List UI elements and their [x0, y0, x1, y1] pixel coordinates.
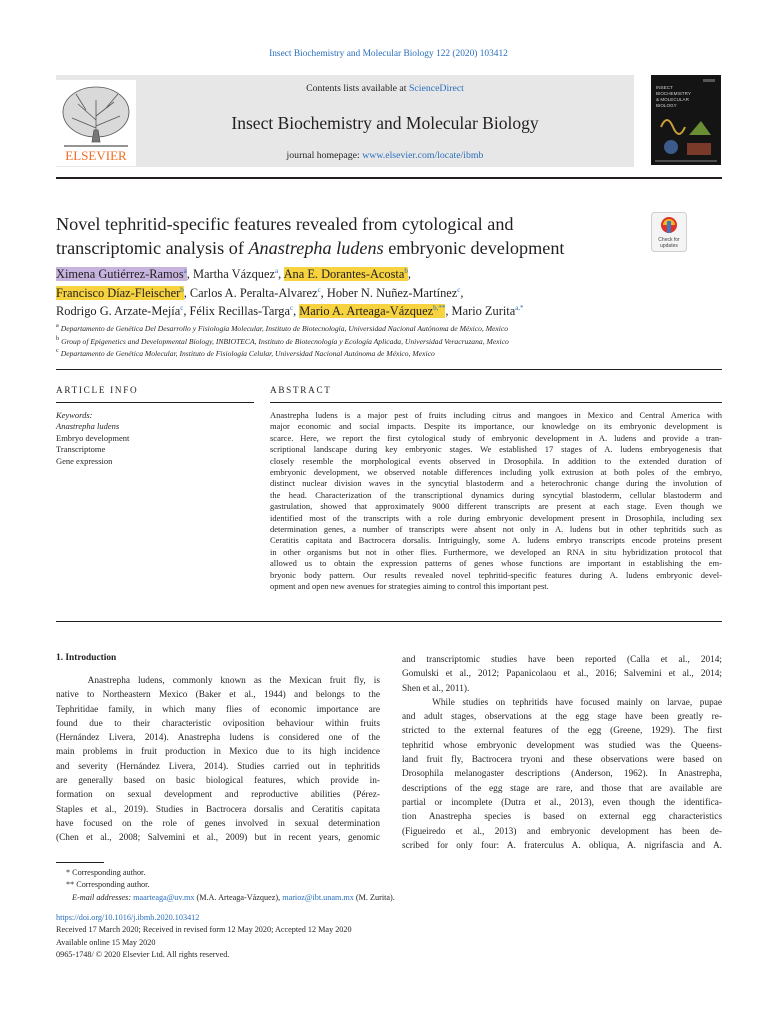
author-recillas-targa[interactable]: Félix Recillas-Targa$^c$: [189, 303, 294, 318]
author-vazquez[interactable]: Martha Vázquez$^a$: [192, 266, 279, 281]
abstract-line: allowed us to obtain the expression patterns of genes whose functions are important in establishing the em-: [270, 558, 722, 569]
available-online: Available online 15 May 2020: [56, 937, 156, 947]
abstract-line: distinct nuclear division waves in the syncytial blastoderm and a heterochronic change during the involution of: [270, 478, 722, 489]
body-line: (Chen et al., 2008; Salvemini et al., 2009) but in recent years, genomic: [56, 833, 380, 844]
body-line: have focused on the role of genes involved in sexual determination: [56, 818, 380, 829]
email-line: E-mail addresses: maarteaga@uv.mx (M.A. Arteaga-Vázquez), marioz@ibt.unam.mx (M. Zurita).: [72, 892, 395, 902]
copyright-line: 0965-1748/ © 2020 Elsevier Ltd. All rights reserved.: [56, 949, 230, 959]
abstract-line: in other organisms but not in other flies. Furthermore, we developed an RNA in situ hybridization protocol that: [270, 546, 722, 557]
abstract-heading: ABSTRACT: [270, 385, 332, 395]
title-line-2-prefix: transcriptomic analysis of: [56, 238, 249, 258]
body-line: scribed for only four: A. fraterculus A. obliqua, A. nigrifascia and A.: [402, 840, 722, 851]
body-line: Tephritidae family, in which many flies of economic importance are: [56, 704, 380, 715]
body-line: descriptions of the egg stage are rare, and those that are available are: [402, 783, 722, 794]
author-arteaga-vazquez[interactable]: Mario A. Arteaga-Vázquez$^{b,**}$: [299, 303, 446, 318]
journal-citation[interactable]: Insect Biochemistry and Molecular Biology 122 (2020) 103412: [269, 49, 508, 59]
affiliations: [56, 323, 722, 361]
journal-homepage-line: [136, 150, 634, 161]
body-line: While studies on tephritids have focused mainly on larvae, pupae: [402, 697, 722, 708]
body-line: land fruit fly, Bactrocera tryoni and these observations were based on: [402, 755, 722, 766]
article-info-heading: ARTICLE INFO: [56, 385, 139, 395]
body-line: Anastrepha ludens, commonly known as the Mexican fruit fly, is: [56, 676, 380, 686]
author-list: Ximena Gutiérrez-Ramos$^a$, Martha Vázquez$^a$, Ana E. Dorantes-Acosta$^b$, Francisco Díaz-Fleischer$^b$, Carlos A. Peralta-Alvarez$^c$, Hober N. Nuñez-Martínez$^c$, Rodrigo G. Arzate-Mejía$^c$, Félix Recillas-Targa$^c$, Mario A. Arteaga-Vázquez$^{b,**}$, Mario Zurita$^{a,*}$: [56, 266, 524, 318]
article-history: [56, 912, 556, 961]
abstract-line: scarce. Here, we report the first cytological study of embryonic development in A. ludens and provide a tran-: [270, 432, 722, 443]
corresponding-author-2: ** Corresponding author.: [66, 880, 150, 890]
email-link-arteaga[interactable]: maarteaga@uv.mx: [133, 892, 195, 902]
body-line: found due to their characteristic oviposition behaviour within fruits: [56, 718, 380, 729]
section-rule: [56, 369, 722, 370]
body-line: and adult stages, observations at the egg stage have been greatly re-: [402, 712, 722, 723]
abstract-line: closely resemble the morphological events observed in Drosophila. In addition to the extended duration of: [270, 455, 722, 466]
article-title: [56, 212, 636, 260]
body-line: tion Anastrepha species is based on external egg characteristics: [402, 812, 722, 823]
crossmark-line-2: updates: [660, 243, 678, 249]
author-diaz-fleischer[interactable]: Francisco Díaz-Fleischer$^b$: [56, 285, 184, 300]
author-zurita[interactable]: Mario Zurita$^{a,*}$: [451, 303, 524, 318]
abstract-line: Ceratitis capitata and Bactrocera dorsalis. Intriguingly, some A. ludens embryo transcripts encode proteins present: [270, 535, 722, 546]
header-rule: [56, 177, 722, 179]
keywords-label: Keywords:: [56, 410, 93, 420]
abstract-line: embryonic development, we observed notable differences including yolk extrusion at both poles of the embryo,: [270, 467, 722, 478]
check-for-updates-icon[interactable]: [651, 212, 687, 252]
keywords-block: [56, 410, 254, 467]
keyword-2: Embryo development: [56, 432, 130, 443]
footnotes: [56, 867, 556, 904]
abstract-rule: [270, 402, 722, 403]
keyword-4: Gene expression: [56, 455, 113, 466]
abstract-line: gastrulation, showed that approximately 9000 different transcripts are present at each stage. Even though we: [270, 501, 722, 512]
body-column-right: [402, 653, 722, 853]
author-dorantes-acosta[interactable]: Ana E. Dorantes-Acosta$^b$: [283, 266, 408, 281]
introduction-heading: 1. Introduction: [56, 653, 117, 663]
author-nunez-martinez[interactable]: Hober N. Nuñez-Martínez$^c$: [326, 285, 461, 300]
homepage-prefix: journal homepage:: [286, 150, 363, 161]
body-line: formation on sexual development and reproductive abilities (Pérez-: [56, 790, 380, 801]
article-info-rule: [56, 402, 254, 403]
abstract-line: determination genes, a number of transcripts were absent not only in A. ludens but in other tephritids such as: [270, 524, 722, 535]
abstract-line: identified most of the transcripts with a role during embryonic development present in Drosophila, including sex: [270, 512, 722, 523]
body-rule: [56, 621, 722, 622]
title-line-1: Novel tephritid-specific features revealed from cytological and: [56, 214, 514, 234]
abstract-line: opment and open new avenues for strategies aiming to control this important pest.: [270, 581, 549, 592]
body-line: stricted to the external features of the egg (Greene, 1929). The first: [402, 726, 722, 737]
title-species: Anastrepha ludens: [248, 238, 384, 258]
body-column-left: [56, 674, 380, 846]
body-line: partial or incomplete (Dutra et al., 2013), even though the identifica-: [402, 797, 722, 808]
abstract-line: scriptional landscape during key embryonic stages. We established 17 stages of A. ludens embryogenesis that: [270, 444, 722, 455]
body-line: are generally based on basic biological features, which provide in-: [56, 776, 380, 787]
elsevier-tree-logo-icon: [56, 80, 136, 166]
abstract-text: [270, 410, 722, 593]
sciencedirect-link[interactable]: ScienceDirect: [408, 83, 464, 94]
affiliation-b: $^b$ Group of Epigenetics and Developmental Biology, INBIOTECA, Instituto de Biotecnología y Ecología Aplicada, Universidad Veracruzana, Mexico: [56, 334, 509, 346]
abstract-line: major economic and social impacts. Despite its importance, our knowledge on its embryonic development is: [270, 421, 722, 432]
title-line-2-suffix: embryonic development: [383, 238, 565, 258]
body-line: Drosophila melanogaster descriptions (Anderson, 1962). In Anastrepha,: [402, 769, 722, 780]
footnote-rule: [56, 862, 104, 863]
email-link-zurita[interactable]: marioz@ibt.unam.mx: [282, 892, 354, 902]
journal-name: Insect Biochemistry and Molecular Biology: [231, 113, 539, 133]
body-line: (Figueiredo et al., 2013) and embryonic development has been de-: [402, 826, 722, 837]
journal-cover-thumbnail[interactable]: [651, 75, 721, 165]
abstract-line: Anastrepha ludens is a major pest of fruits including citrus and mangoes in Mexico and Central America with: [270, 410, 722, 420]
body-line: Gomulski et al., 2012; Papanicolaou et al., 2016; Salvemini et al., 2014;: [402, 669, 722, 680]
corresponding-author-1: * Corresponding author.: [66, 868, 146, 877]
affiliation-a: $^a$ Departamento de Genética Del Desarrollo y Fisiología Molecular, Instituto de Biotecnología, Universidad Nacional Autónoma de México, Mexico: [56, 322, 509, 333]
body-line: tephritid whose embryonic development was studied was the Queens-: [402, 740, 722, 751]
body-line: and transcriptomic studies have been reported (Calla et al., 2014;: [402, 655, 722, 665]
affiliation-c: $^c$ Departamento de Genética Molecular, Instituto de Fisiología Celular, Universidad Nacional Autónoma de México, Mexico: [56, 347, 435, 358]
body-line: main problems in fruit production in Mexico due to its high incidence: [56, 747, 380, 758]
body-line: Staples et al., 2019). Studies in Bactrocera dorsalis and Ceratitis capitata: [56, 804, 380, 815]
author-peralta-alvarez[interactable]: Carlos A. Peralta-Alvarez$^c$: [189, 285, 321, 300]
body-line: native to Northeastern Mexico (Baker et al., 1944) and belongs to the: [56, 690, 380, 701]
received-dates: Received 17 March 2020; Received in revised form 12 May 2020; Accepted 12 May 2020: [56, 925, 352, 935]
body-line: (Hernández Livera, 2014). Anastrepha ludens is considered one of the: [56, 733, 380, 744]
keyword-1: Anastrepha ludens: [56, 421, 120, 432]
body-line: Shen et al., 2011).: [402, 683, 470, 694]
crossmark-line-1: Check for: [658, 237, 680, 243]
keyword-3: Transcriptome: [56, 444, 106, 455]
author-gutierrez-ramos[interactable]: Ximena Gutiérrez-Ramos$^a$: [56, 266, 187, 281]
abstract-line: the head. Characterization of the transcriptional dynamics during syncytial blastoderm, cellular blastoderm and: [270, 489, 722, 500]
doi-link[interactable]: https://doi.org/10.1016/j.ibmb.2020.103412: [56, 913, 200, 922]
cover-art-icon: [651, 75, 721, 165]
journal-homepage-link[interactable]: www.elsevier.com/locate/ibmb: [362, 150, 484, 161]
body-line: and severity (Hernández Livera, 2014). Studies carried out in tephritids: [56, 761, 380, 772]
author-arzate-mejia[interactable]: Rodrigo G. Arzate-Mejía$^c$: [56, 303, 184, 318]
publisher-wordmark: ELSEVIER: [65, 148, 127, 163]
abstract-line: bryonic body pattern. Our results revealed novel tephritid-specific features during A. ludens embryonic devel-: [270, 569, 722, 580]
contents-prefix: Contents lists available at: [306, 83, 409, 94]
contents-available-line: [136, 83, 634, 94]
cover-title: INSECT BIOCHEMISTRY & MOLECULAR BIOLOGY: [656, 85, 691, 108]
